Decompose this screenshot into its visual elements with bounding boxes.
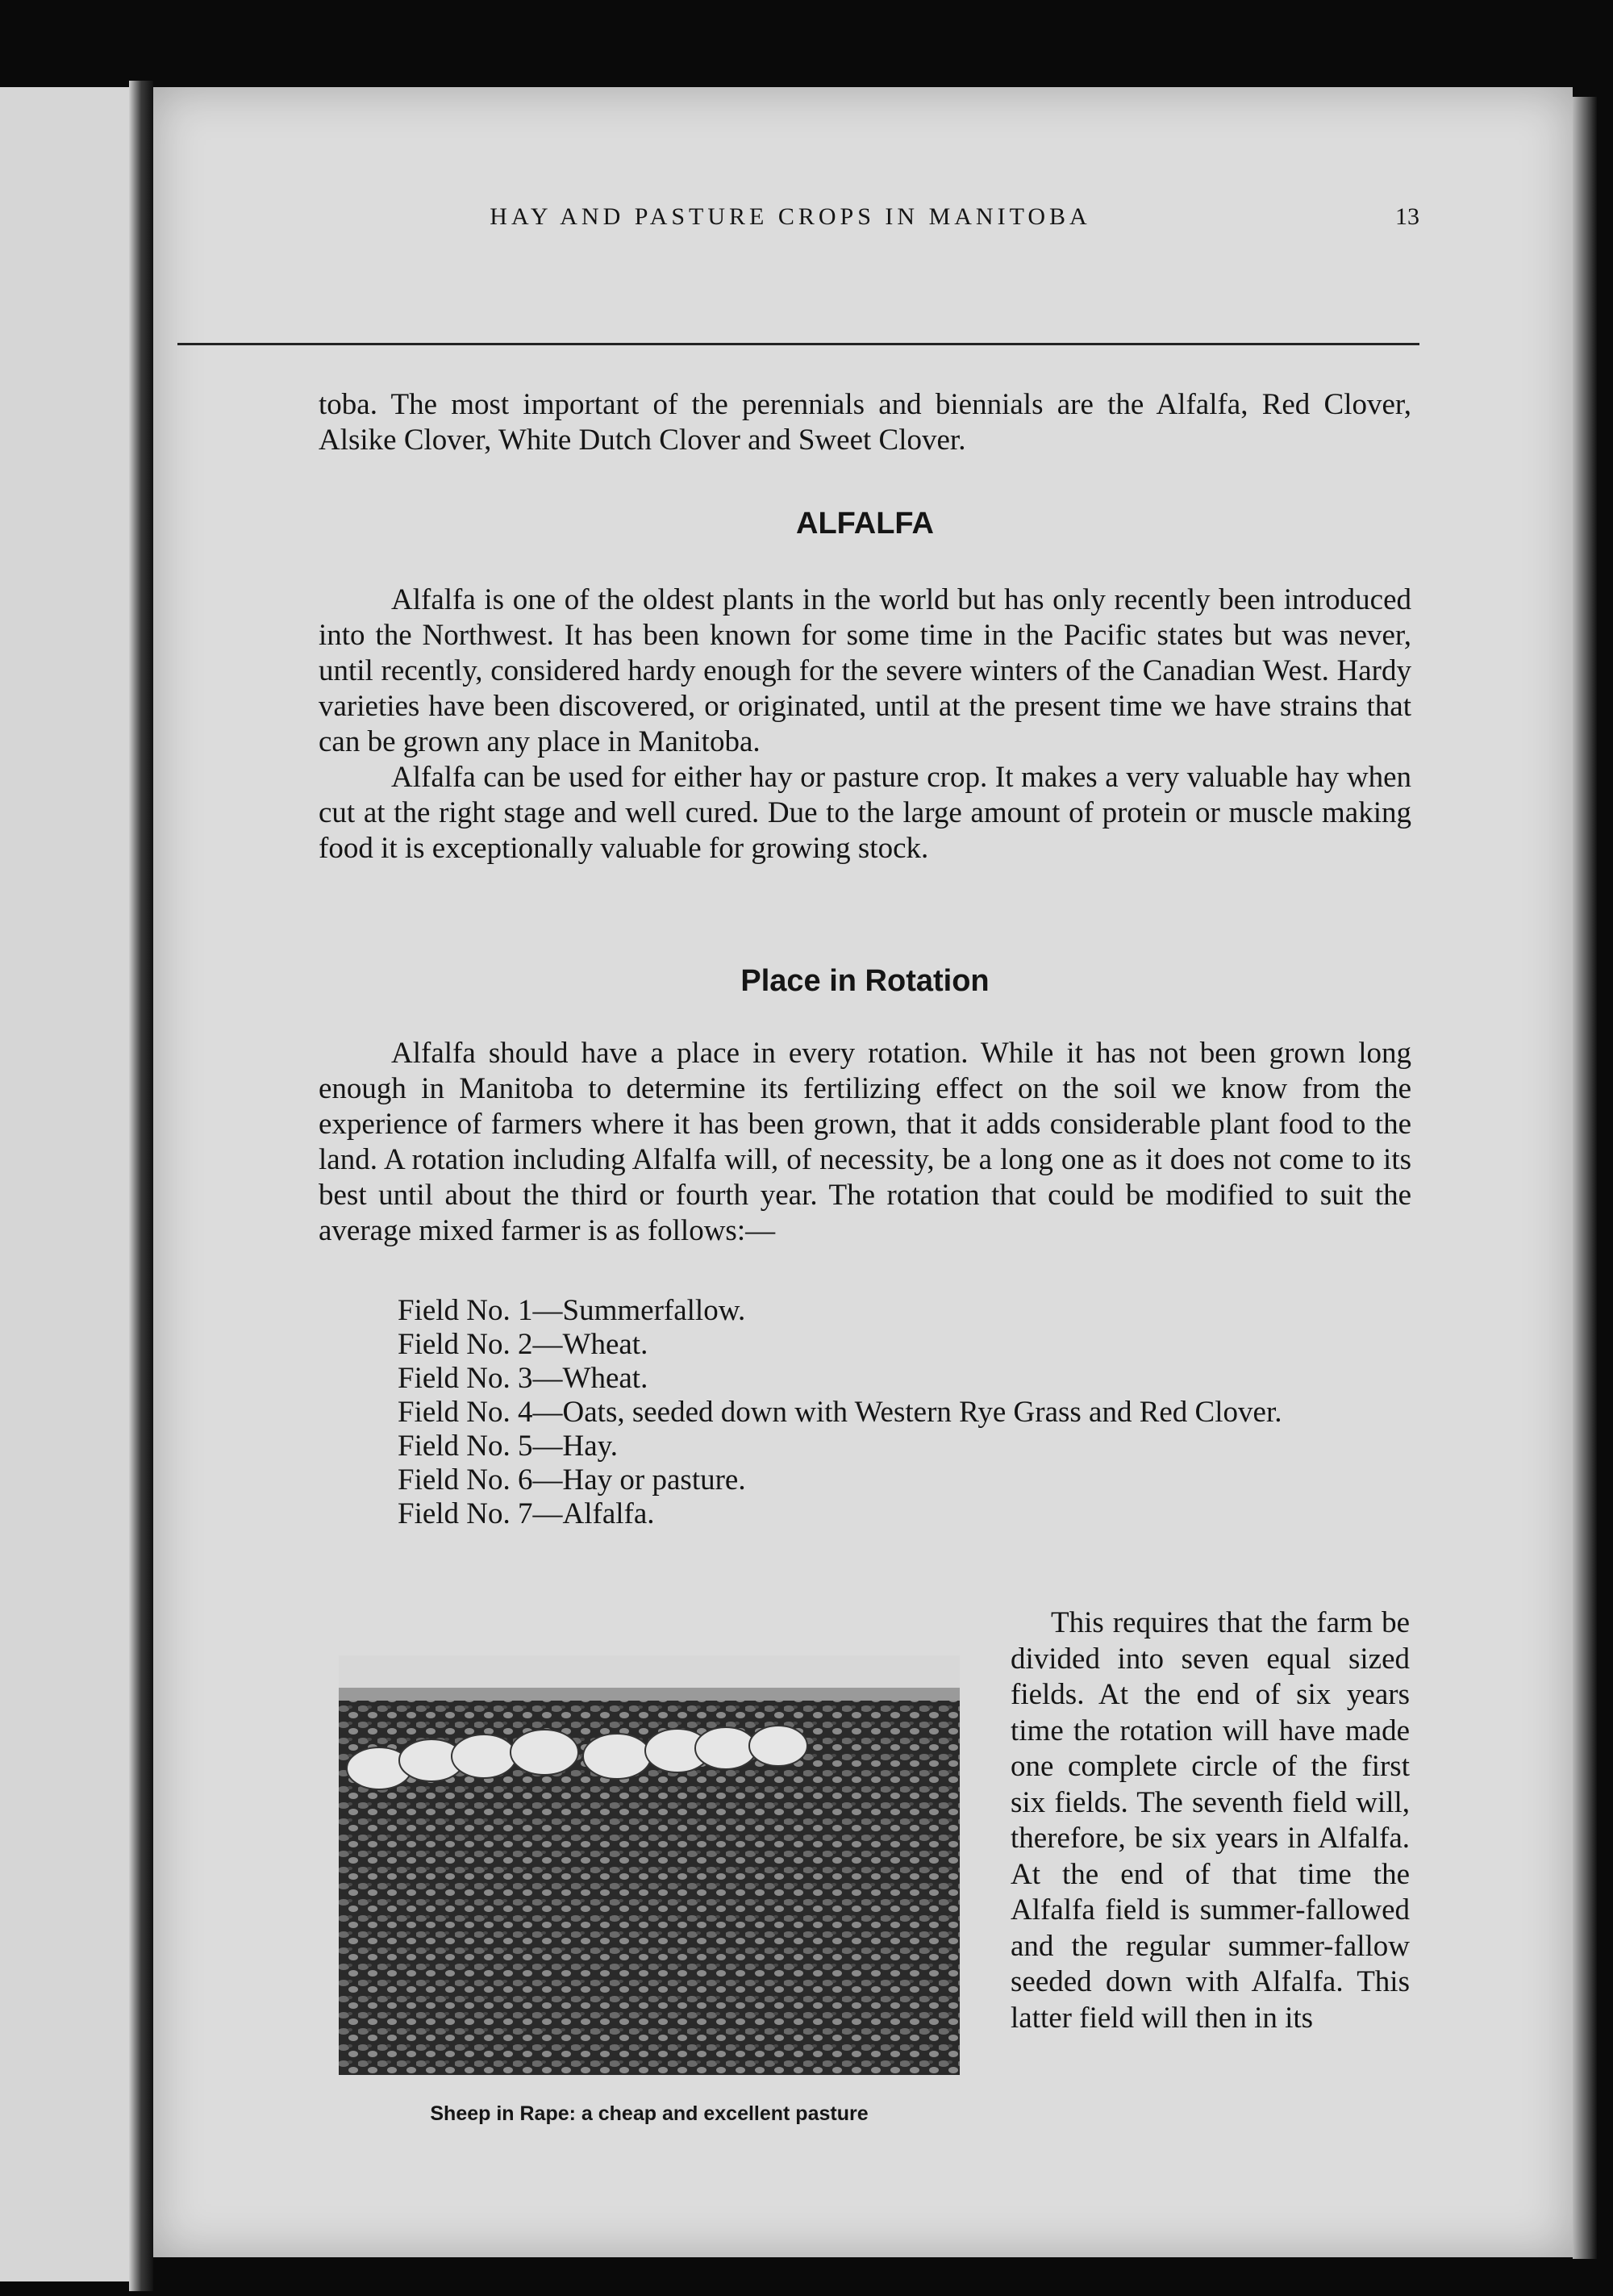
section-heading-alfalfa: ALFALFA xyxy=(796,507,934,541)
field-item-3: Field No. 3—Wheat. xyxy=(398,1362,648,1395)
field-item-1: Field No. 1—Summerfallow. xyxy=(398,1294,746,1327)
running-head xyxy=(161,203,1419,252)
alfalfa-paragraph-1: Alfalfa is one of the oldest plants in the world but has only recently been introduced into the Northwest. It has been known for some time in the Pacific states but was never, until recently, considered hardy enough for the severe winters of the Canadian West. Hardy varieties have been discovered, or originated, until at the present time we have strains that can be grown any place in Manitoba. xyxy=(319,583,1411,758)
running-head-title: HAY AND PASTURE CROPS IN MANITOBA xyxy=(490,203,1091,230)
side-paragraph: This requires that the farm be divided into seven equal sized fields. At the end of six years time the rotation will have made one complete circle of the first six fields. The seventh field will, therefore, be six years in Alfalfa. At the end of that time the Alfalfa field is summer-fallowed and the regular summer-fallow seeded down with Alfalfa. This latter field will then in its xyxy=(1011,1606,1410,2035)
intro-paragraph: toba. The most important of the perennials and biennials are the Alfalfa, Red Clover, Alsike Clover, White Dutch Clover and Sweet Clover. xyxy=(319,388,1411,457)
book-gutter xyxy=(129,81,153,2291)
field-item-5: Field No. 5—Hay. xyxy=(398,1430,619,1463)
rotation-body xyxy=(319,1036,1411,1249)
alfalfa-body xyxy=(319,582,1411,866)
page-edge-right xyxy=(1573,97,1597,2259)
field-item-7: Field No. 7—Alfalfa. xyxy=(398,1497,655,1530)
field-item-6: Field No. 6—Hay or pasture. xyxy=(398,1463,746,1497)
field-item-2: Field No. 2—Wheat. xyxy=(398,1328,648,1361)
sheep-photo xyxy=(339,1655,960,2075)
sheep-in-rape-image xyxy=(339,1655,960,2075)
subheading-place-in-rotation: Place in Rotation xyxy=(740,964,990,998)
header-rule xyxy=(177,343,1419,345)
side-column-text xyxy=(1011,1605,1410,2036)
photo-caption: Sheep in Rape: a cheap and excellent pasture xyxy=(430,2102,869,2125)
facing-page-edge xyxy=(0,87,141,2281)
rotation-paragraph: Alfalfa should have a place in every rotation. While it has not been grown long enough in Manitoba to determine its fertilizing effect on the soil we know from the experience of farmers where it has been grown, that it adds considerable plant food to the land. A rotation including Alfalfa will, of necessity, be a long one as it does not come to its best until about the third or fourth year. The rotation that could be modified to suit the average mixed farmer is as follows:— xyxy=(319,1037,1411,1247)
intro-text xyxy=(319,387,1411,458)
field-rotation-list xyxy=(398,1294,1410,1531)
field-item-4: Field No. 4—Oats, seeded down with Western Rye Grass and Red Clover. xyxy=(398,1396,1282,1429)
page-number: 13 xyxy=(1395,203,1419,230)
alfalfa-paragraph-2: Alfalfa can be used for either hay or pasture crop. It makes a very valuable hay when cut at the right stage and well cured. Due to the large amount of protein or muscle making food it is exceptionally valuable for growing stock. xyxy=(319,761,1411,865)
